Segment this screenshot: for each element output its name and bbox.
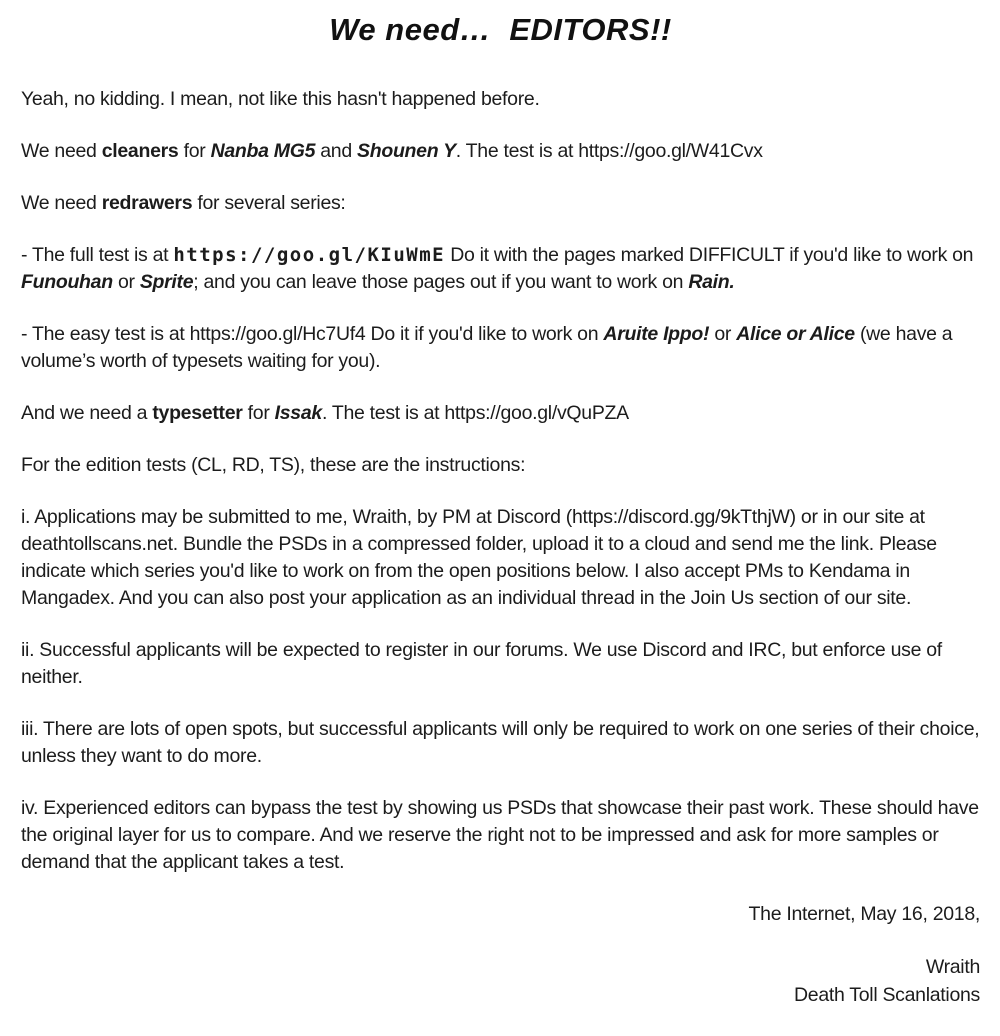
signature-block — [21, 953, 980, 1009]
text-run: for several series: — [192, 192, 346, 214]
text-run: Rain. — [688, 271, 735, 293]
text-run: Yeah, no kidding. I mean, not like this hasn't happened before. — [21, 88, 540, 110]
text-run: Funouhan — [21, 271, 113, 293]
text-run: or — [709, 323, 737, 345]
signoff-group: Death Toll Scanlations — [794, 984, 980, 1006]
text-run: (we have a volume’s worth of typesets waiting for you). — [21, 323, 953, 372]
text-run: Shounen Y — [357, 140, 456, 162]
text-run: Sprite — [139, 271, 194, 293]
text-run: And we need a — [21, 402, 153, 424]
paragraph-instruction-ii — [21, 637, 980, 691]
text-run: typesetter — [152, 402, 243, 424]
text-run: ; and you can leave those pages out if you want to work on — [193, 271, 689, 293]
text-run: . The test is at https://goo.gl/vQuPZA — [321, 402, 629, 424]
paragraph-intro — [21, 86, 980, 113]
page-title: We need… EDITORS!! — [329, 12, 672, 47]
paragraph-instruction-iii — [21, 716, 980, 770]
paragraph-instruction-iv — [21, 795, 980, 876]
text-run: We need — [21, 140, 102, 162]
text-run: Issak — [274, 402, 322, 424]
text-run: and — [315, 140, 358, 162]
text-run: iii. There are lots of open spots, but successful applicants will only be required to work on one series of their choice, unless they want to do more. — [21, 718, 980, 767]
text-run: or — [112, 271, 140, 293]
text-run: . The test is at https://goo.gl/W41Cvx — [455, 140, 763, 162]
text-run: cleaners — [101, 140, 179, 162]
signoff-author: Wraith — [925, 956, 980, 978]
text-run: for — [242, 402, 275, 424]
paragraph-full-test — [21, 242, 980, 296]
text-run: iv. Experienced editors can bypass the test by showing us PSDs that showcase their past work. These should have the original layer for us to compare. And we reserve the right not to be impressed and ask for more samples or demand that the applicant takes a test. — [21, 797, 979, 873]
text-run: Alice or Alice — [736, 323, 855, 345]
text-run: Nanba MG5 — [210, 140, 316, 162]
text-run: Aruite Ippo! — [603, 323, 710, 345]
paragraph-typesetter-need — [21, 400, 980, 427]
text-run: We need — [21, 192, 102, 214]
text-run: ii. Successful applicants will be expected to register in our forums. We use Discord and IRC, but enforce use of neither. — [21, 639, 942, 688]
paragraph-easy-test — [21, 321, 980, 375]
text-run: - The full test is at — [21, 244, 174, 266]
text-run: For the edition tests (CL, RD, TS), these are the instructions: — [21, 454, 526, 476]
paragraph-instructions-intro — [21, 452, 980, 479]
text-run: redrawers — [101, 192, 193, 214]
text-run: - The easy test is at https://goo.gl/Hc7Uf4 Do it if you'd like to work on — [21, 323, 604, 345]
paragraph-instruction-i — [21, 504, 980, 612]
paragraph-cleaners-need — [21, 138, 980, 165]
signoff-date: The Internet, May 16, 2018, — [748, 903, 980, 925]
text-run: Do it with the pages marked DIFFICULT if you'd like to work on — [445, 244, 974, 266]
text-run: for — [178, 140, 211, 162]
text-run: i. Applications may be submitted to me, Wraith, by PM at Discord (https://discord.gg/9kTthjW) or in our site at deathtollscans.net. Bundle the PSDs in a compressed folder, upload it to a cloud and send me the link. Please indicate which series you'd like to work on from the open positions below. I also accept PMs to Kendama in Mangadex. And you can also post your application as an individual thread in the Join Us section of our site. — [21, 506, 937, 609]
paragraph-redrawers-need — [21, 190, 980, 217]
text-run: https://goo.gl/KIuWmE — [173, 244, 446, 266]
